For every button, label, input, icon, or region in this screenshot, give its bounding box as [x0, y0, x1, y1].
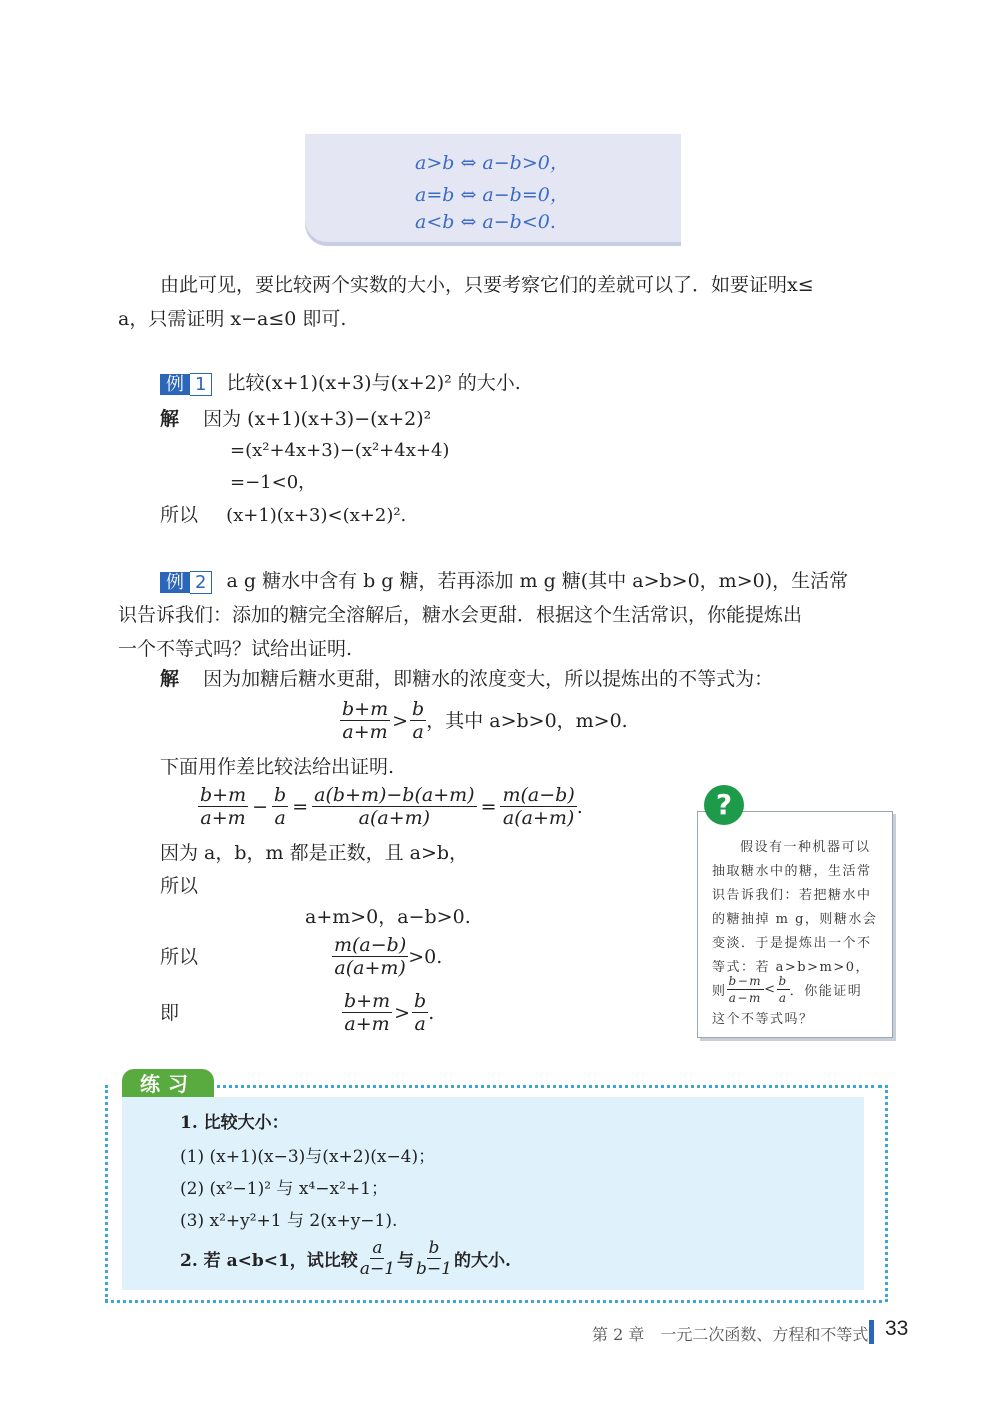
definition-line-3: a<b ⇔ a−b<0. — [415, 211, 556, 233]
practice-question-1a: (1) (x+1)(x−3)与(x+2)(x−4)； — [180, 1147, 436, 1167]
practice-tab: 练习 — [122, 1069, 214, 1097]
fraction: $\frac{b}{a}$ — [778, 974, 788, 1005]
question-icon: ? — [704, 785, 744, 825]
note-line-1: 假设有一种机器可以 — [740, 840, 871, 855]
definition-line-2: a=b ⇔ a−b=0， — [415, 184, 569, 206]
example-1-question: 比较(x+1)(x+3)与(x+2)² 的大小. — [226, 372, 521, 394]
note-line-4: 的糖抽掉 m g，则糖水会 — [712, 912, 878, 927]
note-line-3: 识告诉我们：若把糖水中 — [712, 888, 872, 903]
fraction: $\frac{b+m}{a+m}$ — [342, 698, 389, 743]
example-1-solution-line-1: 解 因为 (x+1)(x+3)−(x+2)² — [160, 408, 432, 430]
fraction: $\frac{b}{b-1}$ — [416, 1238, 452, 1279]
note-line-7: 则 $\frac{b-m}{a-m}$ < $\frac{b}{a}$ ．你能证明 — [712, 974, 863, 1005]
intro-line-2: a，只需证明 x−a≤0 即可. — [118, 308, 347, 330]
footer-chapter-title: 第 2 章 一元二次函数、方程和不等式 — [592, 1325, 869, 1344]
fraction: $\frac{b+m}{a+m}$ — [200, 784, 247, 829]
example-2-question-row-1: 例 2 a g 糖水中含有 b g 糖，若再添加 m g 糖(其中 a>b>0，m>0)，生活常 — [160, 564, 848, 598]
example-2-solution-line-6-label: 所以 — [160, 946, 199, 968]
fraction: $\frac{a}{a-1}$ — [359, 1238, 396, 1279]
intro-line-1: 由此可见，要比较两个实数的大小，只要考察它们的差就可以了．如要证明x≤ — [160, 274, 814, 296]
note-line-2: 抽取糖水中的糖，生活常 — [712, 864, 872, 879]
footer-divider — [869, 1320, 874, 1344]
practice-question-1b: (2) (x²−1)² 与 x⁴−x²+1； — [180, 1179, 388, 1199]
practice-question-2: 2. 若 a<b<1，试比较 $\frac{a}{a-1}$ 与 $\frac{b}{b-1}$ 的大小. — [180, 1238, 511, 1279]
practice-border-bottom — [105, 1300, 882, 1303]
example-2-question-row-2: 识告诉我们：添加的糖完全溶解后，糖水会更甜．根据这个生活常识，你能提炼出 — [118, 604, 803, 626]
fraction: $\frac{m(a-b)}{a(a+m)}$ — [502, 784, 575, 829]
example-2-solution-line-1: 解 因为加糖后糖水更甜，即糖水的浓度变大，所以提炼出的不等式为： — [160, 668, 774, 690]
practice-question-1: 1. 比较大小： — [180, 1113, 289, 1133]
fraction: $\frac{a(b+m)-b(a+m)}{a(a+m)}$ — [314, 784, 475, 829]
practice-question-1c: (3) x²+y²+1 与 2(x+y−1). — [180, 1211, 398, 1231]
example-2-solution-line-3: 因为 a，b，m 都是正数，且 a>b， — [160, 842, 469, 864]
example-1-tag: 例 1 — [160, 372, 212, 397]
note-line-5: 变淡．于是提炼出一个不 — [712, 936, 872, 951]
fraction: $\frac{b}{a}$ — [274, 784, 287, 829]
practice-border-top — [210, 1085, 882, 1088]
note-line-8: 这个不等式吗？ — [712, 1012, 814, 1027]
definition-line-1: a>b ⇔ a−b>0， — [415, 152, 569, 174]
fraction: $\frac{b-m}{a-m}$ — [728, 974, 763, 1005]
example-1-solution-line-3: =−1<0， — [230, 472, 317, 493]
example-2-solution-line-2: 下面用作差比较法给出证明. — [160, 756, 395, 778]
fraction: $\frac{b}{a}$ — [412, 698, 425, 743]
example-2-solution-line-5: a+m>0，a−b>0. — [305, 906, 471, 928]
example-2-solution-line-6: $\frac{m(a-b)}{a(a+m)}$ >0. — [334, 934, 443, 979]
example-2-solution-line-4: 所以 — [160, 875, 199, 897]
example-1-question-row — [160, 366, 521, 400]
fraction: $\frac{b}{a}$ — [414, 990, 427, 1035]
fraction: $\frac{b+m}{a+m}$ — [344, 990, 391, 1035]
example-2-inequality: $\frac{b+m}{a+m}$ > $\frac{b}{a}$ ，其中 a>b>0，m>0. — [342, 698, 628, 743]
definition-box — [305, 134, 681, 242]
example-2-difference-equation: $\frac{b+m}{a+m}$ − $\frac{b}{a}$ = $\frac{a(b+m)-b(a+m)}{a(a+m)}$ = $\frac{m(a-b)}{a(a+m)}$ . — [200, 784, 583, 829]
example-1-solution-line-2: =(x²+4x+3)−(x²+4x+4) — [230, 440, 450, 461]
page-number: 33 — [885, 1317, 909, 1340]
example-1-solution-line-4: 所以 (x+1)(x+3)<(x+2)². — [160, 504, 407, 526]
example-2-question-row-3: 一个不等式吗？试给出证明. — [118, 638, 353, 660]
example-2-solution-line-7: $\frac{b+m}{a+m}$ > $\frac{b}{a}$ . — [344, 990, 435, 1035]
fraction: $\frac{m(a-b)}{a(a+m)}$ — [334, 934, 407, 979]
note-line-6: 等式：若 a>b>m>0， — [712, 960, 870, 975]
example-2-tag: 例 2 — [160, 570, 212, 595]
example-2-solution-line-7-label: 即 — [160, 1002, 180, 1024]
